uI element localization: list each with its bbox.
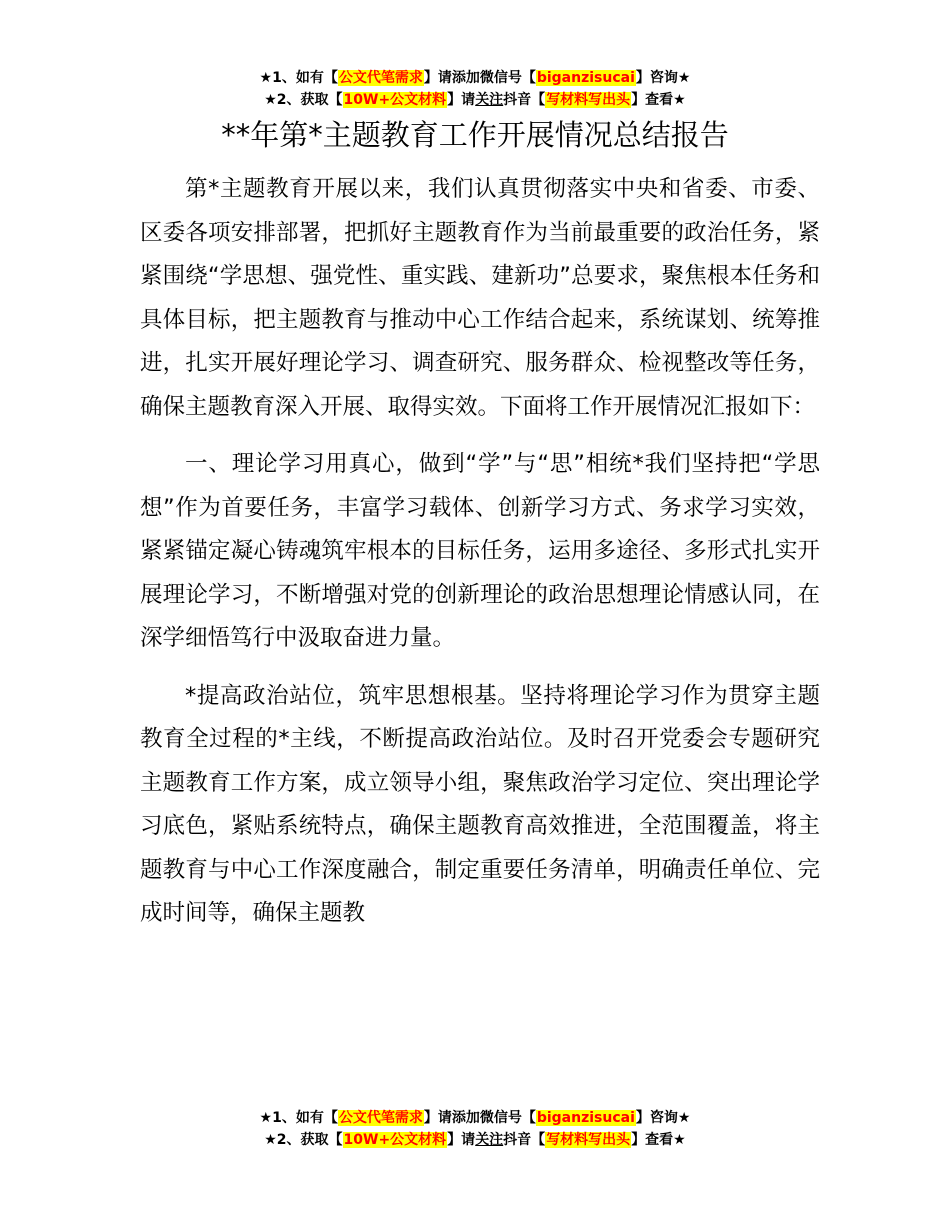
- promo-text: ★2、获取【: [264, 92, 343, 108]
- document-body: [140, 168, 820, 936]
- promo-line-2: [0, 89, 950, 111]
- promo-line-1: [0, 1107, 950, 1129]
- promo-text: 】查看★: [631, 1132, 686, 1148]
- promo-wechat-id: biganzisucai: [536, 1110, 635, 1126]
- promo-text: 】咨询★: [635, 1110, 691, 1126]
- promo-text: 】请: [447, 92, 476, 108]
- promo-text: ★2、获取【: [264, 1132, 343, 1148]
- promo-highlight: 10W+公文材料: [343, 92, 447, 108]
- promo-emphasis: 添加: [451, 70, 480, 86]
- promo-text: ★1、如有【: [259, 1110, 338, 1126]
- document-title: **年第*主题教育工作开展情况总结报告: [221, 118, 729, 152]
- paragraph-subsection-1: *提高政治站位，筑牢思想根基。坚持将理论学习作为贯穿主题教育全过程的*主线，不断提高政治站位。及时召开党委会专题研究主题教育工作方案，成立领导小组，聚焦政治学习定位、突出理论学习底色，紧贴系统特点，确保主题教育高效推进，全范围覆盖，将主题教育与中心工作深度融合，制定重要任务清单，明确责任单位、完成时间等，确保主题教: [140, 682, 820, 926]
- promo-text: 】咨询★: [635, 70, 691, 86]
- promo-text: 】请: [423, 70, 452, 86]
- promo-emphasis: 关注: [475, 92, 504, 108]
- promo-text: 微信号【: [479, 1110, 536, 1126]
- footer-promo-banner: [0, 1107, 950, 1151]
- promo-highlight: 公文代笔需求: [338, 1110, 423, 1126]
- promo-text: 抖音【: [503, 1132, 546, 1148]
- promo-douyin-id: 写材料写出头: [546, 92, 631, 108]
- paragraph-section-1: 一、理论学习用真心，做到“学”与“思”相统*我们坚持把“学思想”作为首要任务，丰富学习载体、创新学习方式、务求学习实效，紧紧锚定凝心铸魂筑牢根本的目标任务，运用多途径、多形式扎实开展理论学习，不断增强对党的创新理论的政治思想理论情感认同，在深学细悟笃行中汲取奋进力量。: [140, 451, 820, 651]
- promo-text: 】请: [447, 1132, 476, 1148]
- promo-line-1: [0, 67, 950, 89]
- promo-emphasis: 添加: [451, 1110, 480, 1126]
- promo-line-2: [0, 1129, 950, 1151]
- promo-text: 抖音【: [503, 92, 546, 108]
- promo-highlight: 10W+公文材料: [343, 1132, 447, 1148]
- promo-douyin-id: 写材料写出头: [546, 1132, 631, 1148]
- promo-text: 】查看★: [631, 92, 686, 108]
- promo-emphasis: 关注: [475, 1132, 504, 1148]
- paragraph-intro: 第*主题教育开展以来，我们认真贯彻落实中央和省委、市委、区委各项安排部署，把抓好主题教育作为当前最重要的政治任务，紧紧围绕“学思想、强党性、重实践、建新功”总要求，聚焦根本任务和具体目标，把主题教育与推动中心工作结合起来，系统谋划、统筹推进，扎实开展好理论学习、调查研究、服务群众、检视整改等任务，确保主题教育深入开展、取得实效。下面将工作开展情况汇报如下：: [140, 176, 820, 420]
- promo-text: 微信号【: [479, 70, 536, 86]
- header-promo-banner: [0, 67, 950, 111]
- promo-highlight: 公文代笔需求: [338, 70, 423, 86]
- promo-text: ★1、如有【: [259, 70, 338, 86]
- promo-wechat-id: biganzisucai: [536, 70, 635, 86]
- promo-text: 】请: [423, 1110, 452, 1126]
